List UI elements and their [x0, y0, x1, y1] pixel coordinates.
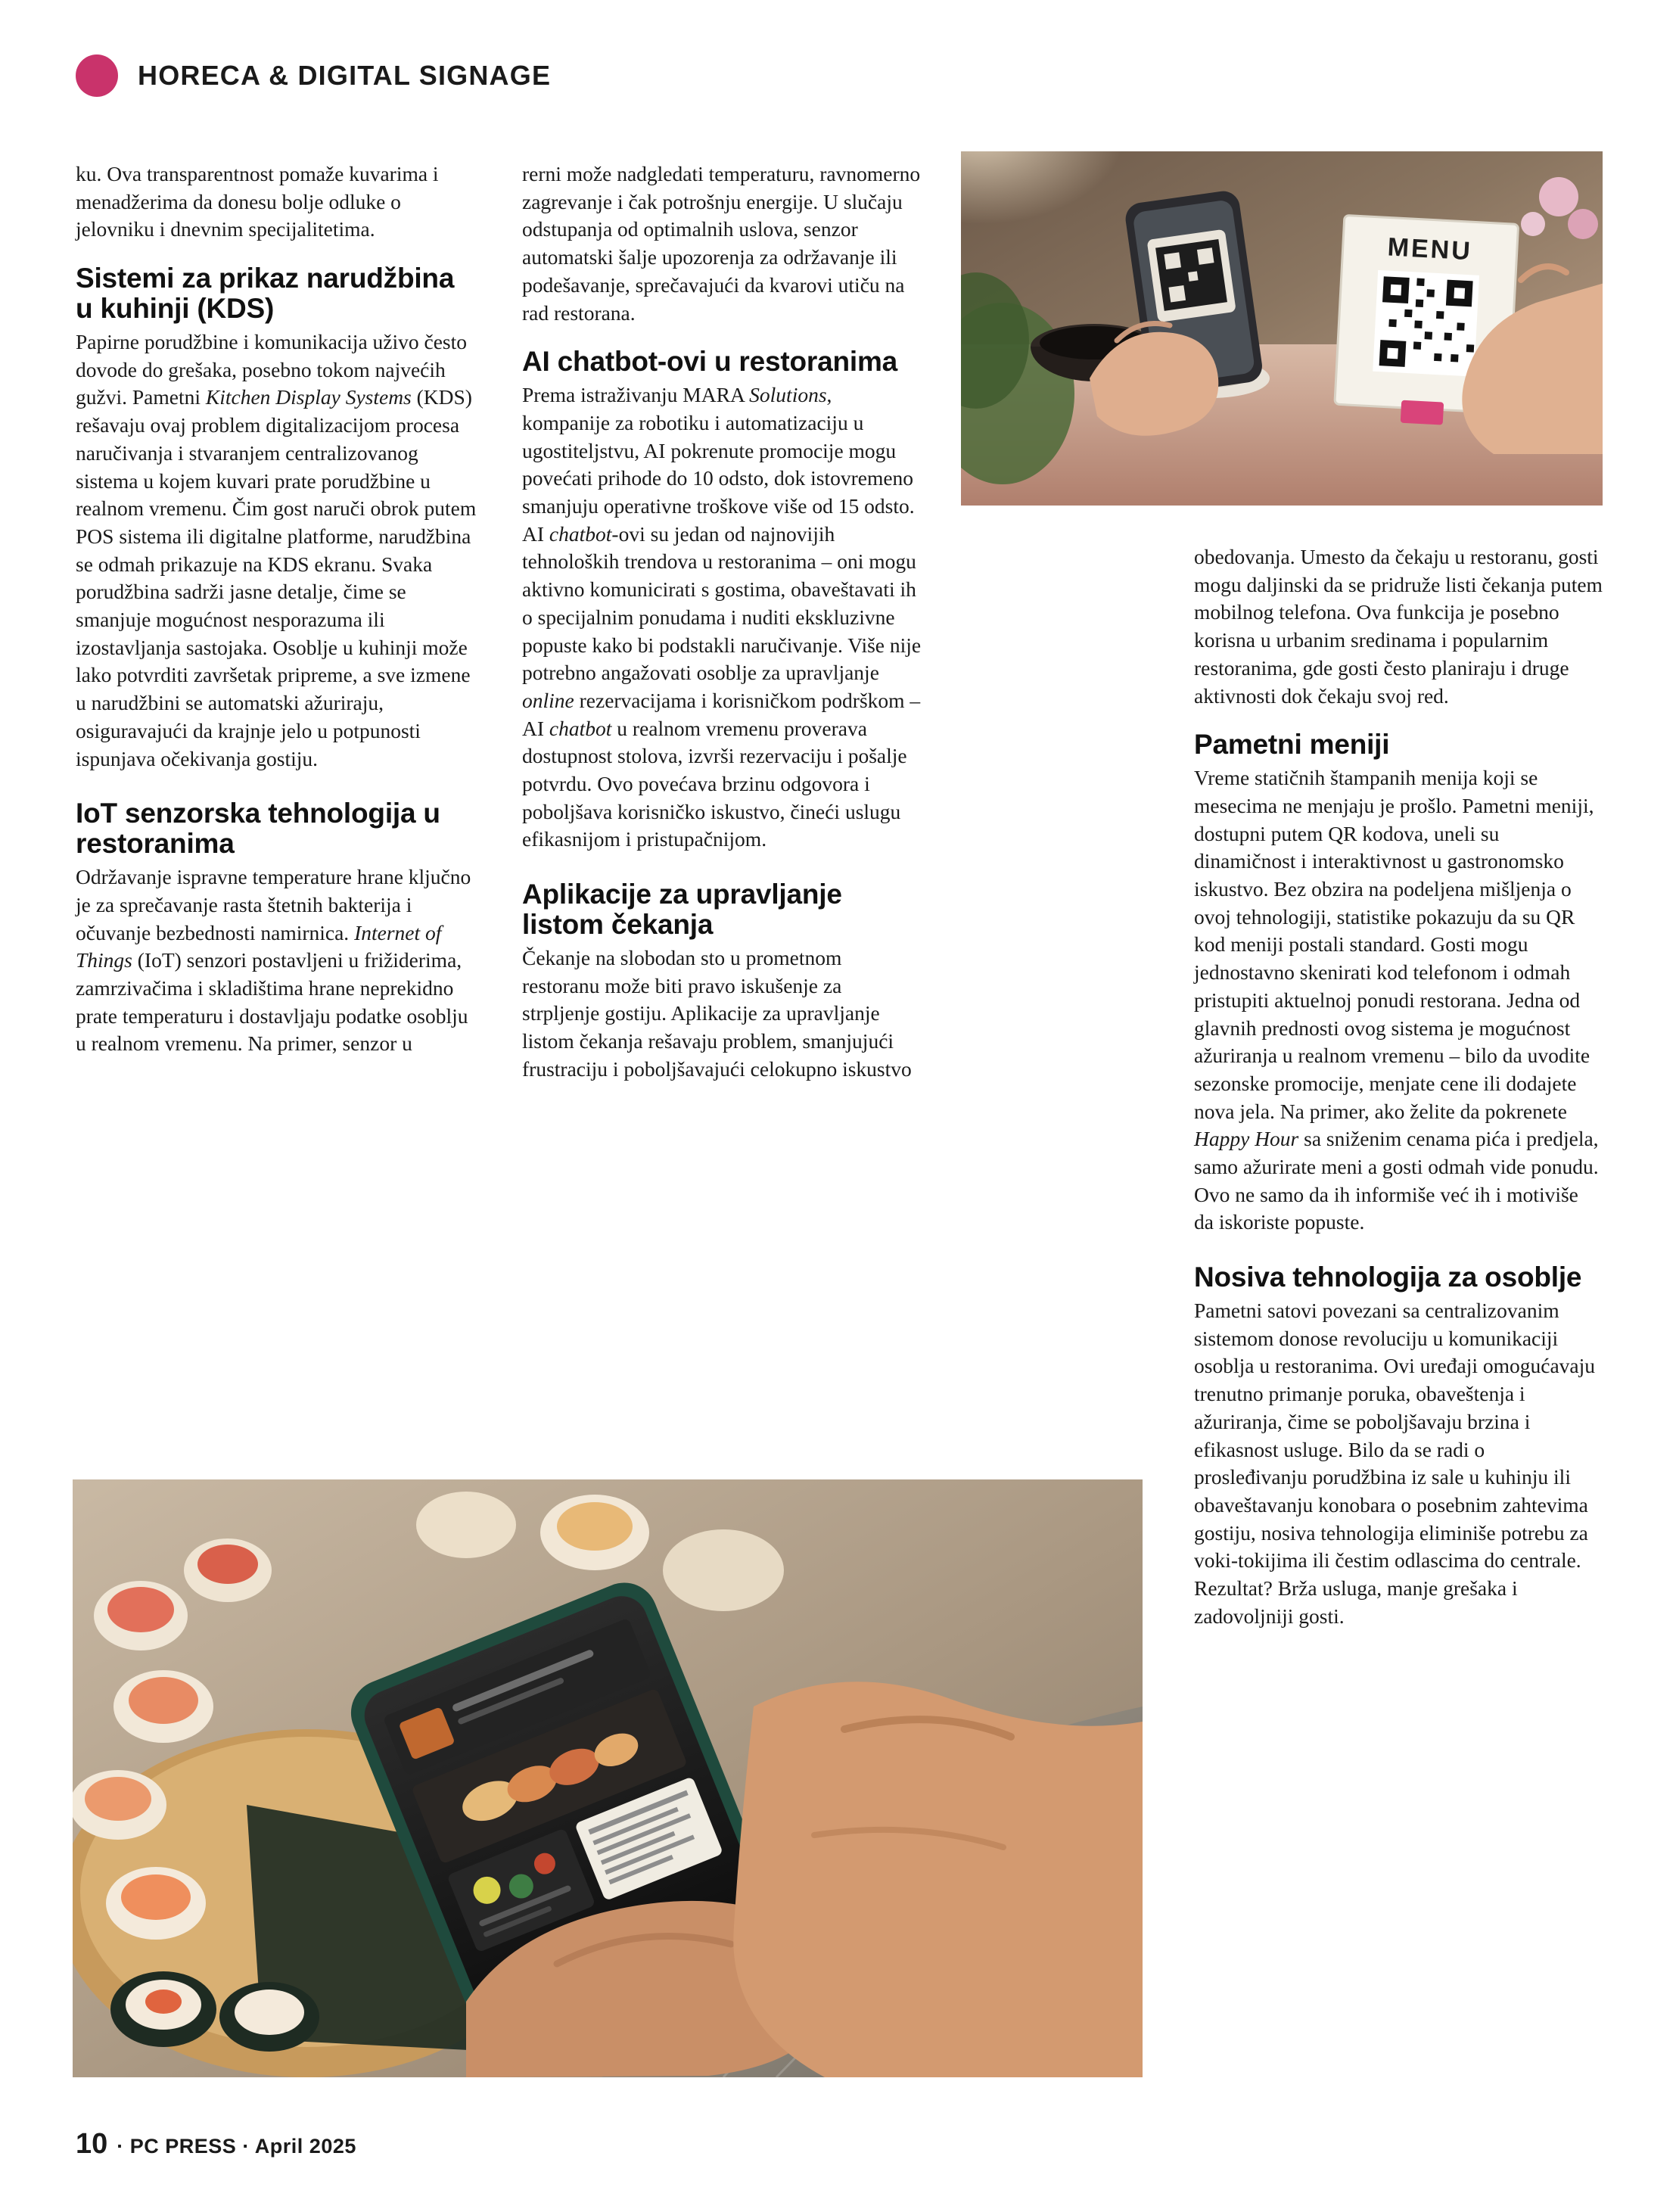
- col2-heading-waitlist-apps: Aplikacije za upravljanje listom čekanja: [522, 879, 842, 941]
- photo-digital-menu-sushi: [73, 1479, 1143, 2077]
- col3-body-a: Vreme statičnih štampanih menija koji se mesecima ne menjaju je prošlo. Pametni meniji, dostupni putem QR kodova, uneli su dinamičnost i interaktivnost u gastronomsko iskustvo. Bez obzira na podeljena mišljenja o ovoj tehnologiji, statistike pokazuju da su QR kod meniji postali standard. Gosti mogu jednostavno skenirati kod telefonom i odmah pristupiti aktuelnoj ponudi restorana. Jedna od glavnih prednosti ovog sistema je mogućnost ažuriranja u realnom vremenu – bilo da uvodite sezonske promocije, menjate cene ili dodajete nova jela. Na primer, ako želite da pokrenete: [1194, 766, 1594, 1123]
- footer-page-number: 10: [76, 2128, 108, 2160]
- col2-body-a: Prema istraživanju MARA: [522, 383, 750, 407]
- col2-body-e: u realnom vremenu proverava dostupnost stolova, izvrši rezervaciju i pošalje potvrdu. Ovo povećava brzinu odgovora i poboljšava korisničko iskustvo, čineći uslugu efikasnijom i pristupačnijom.: [522, 716, 907, 851]
- col2-heading-ai-chatbot: AI chatbot-ovi u restoranima: [522, 346, 898, 378]
- footer-publication: · PC PRESS · April 2025: [117, 2135, 356, 2158]
- col3-intro-paragraph: obedovanja. Umesto da čekaju u restoranu, gosti mogu daljinski da se pridruže listi čekanja putem mobilnog telefona. Ova funkcija je posebno korisna u urbanim sredinama i popularnim restoranima, gde gosti često planiraju i druge aktivnosti dok čekaju svoj red.: [1194, 545, 1603, 708]
- header-dot-icon: [76, 54, 118, 97]
- photo-qr-menu-scan-art: [961, 151, 1603, 506]
- page-footer: [76, 2128, 356, 2161]
- col2-body-c: -ovi su jedan od najnovijih tehnoloških trendova u restoranima – oni mogu aktivno komunicirati s gostima, obaveštavati ih o specijalnim ponudama i nuditi ekskluzivne popuste kako bi podstakli naručivanje. Više nije potrebno angažovati osoblje za upravljanje: [522, 521, 922, 685]
- col2-body-d: rezervacijama i korisničkom podrškom – AI: [522, 688, 921, 740]
- col3-body-italic-1: Happy Hour: [1194, 1127, 1299, 1151]
- col3-body-b: sa sniženim cenama pića i predjela, samo ažurirate meni a gosti odmah vide ponudu. Ovo ne samo da ih informiše već ih i motiviše da iskoriste popuste.: [1194, 1127, 1599, 1234]
- col1-body-kds-italic-1: Kitchen Display Systems: [205, 385, 412, 409]
- svg-text:MENU: MENU: [1386, 232, 1473, 266]
- col1-body-iot-italic-1: Internet of Things: [76, 920, 442, 972]
- photo-qr-menu-scan: [961, 151, 1603, 506]
- col1-body-iot-b: (IoT) senzori postavljeni u frižiderima, zamrzivačima i skladištima hrane neprekidno prate temperaturu i dostavljaju podatke osoblju u realnom vremenu. Na primer, senzor u: [76, 948, 468, 1056]
- col3-heading-wearables: Nosiva tehnologija za osoblje: [1194, 1262, 1582, 1293]
- col2-body-italic-1: Solutions: [749, 383, 827, 407]
- section-title: HORECA & DIGITAL SIGNAGE: [138, 60, 552, 91]
- col1-body-iot-a: Održavanje ispravne temperature hrane ključno je za sprečavanje rasta štetnih bakterija i očuvanje bezbednosti namirnica.: [76, 865, 471, 944]
- page-header: [76, 54, 551, 97]
- col1-body-kds-a: Papirne porudžbine i komunikacija uživo često dovode do grešaka, posebno tokom najvećih gužvi. Pametni: [76, 330, 468, 409]
- col1-heading-kds: Sistemi za prikaz narudžbina u kuhinji (KDS): [76, 263, 455, 325]
- col1-body-kds: [76, 328, 477, 773]
- photo-digital-menu-sushi-art: [73, 1479, 1143, 2077]
- col2-body-italic-3: online: [522, 688, 574, 712]
- col2-body-italic-4: chatbot: [549, 716, 612, 740]
- col2-intro-paragraph: rerni može nadgledati temperaturu, ravnomerno zagrevanje i čak potrošnju energije. U slučaju odstupanja od optimalnih uslova, senzor automatski šalje upozorenja za održavanje ili podešavanje, sprečavajući da kvarovi utiču na rad restorana.: [522, 162, 921, 325]
- col3-body-smart-menus: [1194, 764, 1603, 1237]
- column-2: [522, 160, 923, 1084]
- col3-body-wearables: Pametni satovi povezani sa centralizovanim sistemom donose revoluciju u komunikaciji osoblja u restoranima. Ovi uređaji omogućavaju trenutno primanje poruka, obaveštenja i ažuriranja, čime se poboljšavaju brzina i efikasnost usluge. Bilo da se radi o prosleđivanju porudžbina iz sale u kuhinju ili obaveštavanju konobara o posebnim zahtevima gostiju, nosiva tehnologija eliminiše potrebu za voki-tokijima ili čestim odlascima do centrale. Rezultat? Brža usluga, manje grešaka i zadovoljniji gosti.: [1194, 1299, 1595, 1628]
- col3-heading-smart-menus: Pametni meniji: [1194, 729, 1390, 761]
- col2-body-b: , kompanije za robotiku i automatizaciju u ugostiteljstvu, AI pokrenute promocije mogu povećati prihode do 10 odsto, dok istovremeno smanjuju operativne troškove više od 15 odsto. AI: [522, 383, 915, 546]
- col1-body-iot: [76, 863, 477, 1058]
- column-3: [1194, 543, 1603, 1631]
- col2-body-italic-2: chatbot: [549, 521, 612, 546]
- col2-body-ai-chatbot: [522, 381, 923, 854]
- column-1: [76, 160, 477, 1058]
- col1-heading-iot: IoT senzorska tehnologija u restoranima: [76, 798, 440, 860]
- col2-body-waitlist-apps: Čekanje na slobodan sto u prometnom restoranu može biti pravo iskušenje za strpljenje gostiju. Aplikacije za upravljanje listom čekanja rešavaju problem, smanjujući frustraciju i poboljšavajući celokupno iskustvo: [522, 946, 912, 1081]
- col1-intro-paragraph: ku. Ova transparentnost pomaže kuvarima i menadžerima da donesu bolje odluke o jelovniku i dnevnim specijalitetima.: [76, 162, 439, 241]
- col1-body-kds-b: (KDS) rešavaju ovaj problem digitalizacijom procesa naručivanja i stvaranjem centralizovanog sistema u kojem kuvari prate porudžbine u realnom vremenu. Čim gost naruči obrok putem POS sistema ili digitalne platforme, narudžbina se odmah prikazuje na KDS ekranu. Svaka porudžbina sadrži jasne detalje, čime se smanjuje mogućnost nesporazuma ili izostavljanja sastojaka. Osoblje u kuhinji može lako potvrditi završetak pripreme, a sve izmene u narudžbini se automatski ažuriraju, osiguravajući da krajnje jelo u potpunosti ispunjava očekivanja gostiju.: [76, 385, 477, 770]
